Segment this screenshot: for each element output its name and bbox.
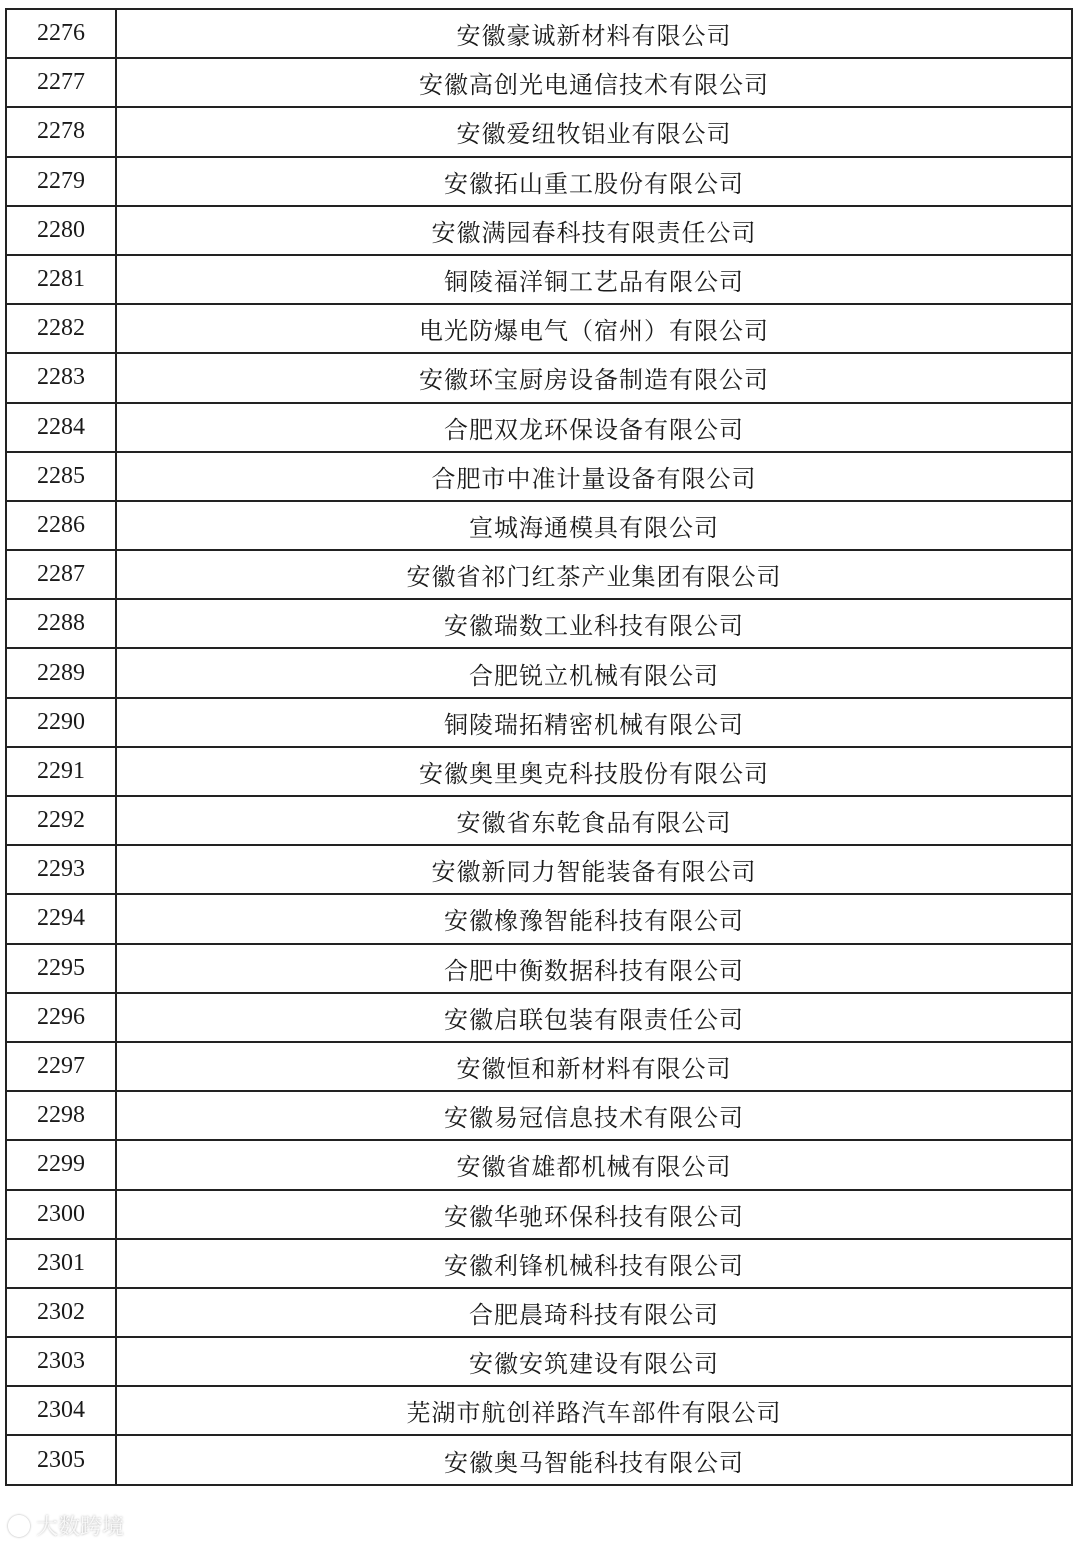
company-name: 安徽奥里奥克科技股份有限公司 [116, 747, 1072, 796]
table-row [6, 747, 1072, 796]
table-row [6, 993, 1072, 1042]
company-name: 安徽橡豫智能科技有限公司 [116, 894, 1072, 943]
row-number: 2283 [6, 353, 116, 402]
row-number: 2286 [6, 501, 116, 550]
table-row [6, 845, 1072, 894]
row-number: 2290 [6, 698, 116, 747]
row-number: 2293 [6, 845, 116, 894]
company-name: 安徽新同力智能装备有限公司 [116, 845, 1072, 894]
table-row [6, 894, 1072, 943]
table-row [6, 452, 1072, 501]
row-number: 2279 [6, 157, 116, 206]
table-row [6, 648, 1072, 697]
watermark-text: 大数跨境 [36, 1515, 125, 1540]
table-row [6, 796, 1072, 845]
row-number: 2298 [6, 1091, 116, 1140]
company-name: 安徽高创光电通信技术有限公司 [116, 58, 1072, 107]
row-number: 2280 [6, 206, 116, 255]
table-row [6, 304, 1072, 353]
company-name: 安徽瑞数工业科技有限公司 [116, 599, 1072, 648]
row-number: 2292 [6, 796, 116, 845]
company-name: 合肥锐立机械有限公司 [116, 648, 1072, 697]
company-name: 安徽环宝厨房设备制造有限公司 [116, 353, 1072, 402]
table-row [6, 1140, 1072, 1189]
company-name: 安徽易冠信息技术有限公司 [116, 1091, 1072, 1140]
watermark [8, 1510, 124, 1541]
company-name: 合肥晨琦科技有限公司 [116, 1288, 1072, 1337]
row-number: 2287 [6, 550, 116, 599]
table-row [6, 9, 1072, 58]
row-number: 2303 [6, 1337, 116, 1386]
row-number: 2288 [6, 599, 116, 648]
row-number: 2299 [6, 1140, 116, 1189]
row-number: 2305 [6, 1435, 116, 1484]
company-name: 安徽省东乾食品有限公司 [116, 796, 1072, 845]
company-name: 合肥市中准计量设备有限公司 [116, 452, 1072, 501]
company-name: 安徽省祁门红茶产业集团有限公司 [116, 550, 1072, 599]
table-body [6, 9, 1072, 1485]
table-row [6, 403, 1072, 452]
table-row [6, 550, 1072, 599]
table-row [6, 1386, 1072, 1435]
company-name: 安徽爱纽牧铝业有限公司 [116, 107, 1072, 156]
table-row [6, 1288, 1072, 1337]
company-name: 合肥双龙环保设备有限公司 [116, 403, 1072, 452]
row-number: 2294 [6, 894, 116, 943]
row-number: 2281 [6, 255, 116, 304]
table-row [6, 944, 1072, 993]
company-name: 安徽拓山重工股份有限公司 [116, 157, 1072, 206]
row-number: 2278 [6, 107, 116, 156]
watermark-logo-icon [8, 1515, 30, 1537]
company-name: 安徽恒和新材料有限公司 [116, 1042, 1072, 1091]
table-row [6, 58, 1072, 107]
table-row [6, 1190, 1072, 1239]
row-number: 2282 [6, 304, 116, 353]
company-name: 安徽奥马智能科技有限公司 [116, 1435, 1072, 1484]
company-name: 安徽利锋机械科技有限公司 [116, 1239, 1072, 1288]
row-number: 2276 [6, 9, 116, 58]
company-name: 芜湖市航创祥路汽车部件有限公司 [116, 1386, 1072, 1435]
company-name: 安徽华驰环保科技有限公司 [116, 1190, 1072, 1239]
table-row [6, 157, 1072, 206]
table-row [6, 255, 1072, 304]
table-row [6, 1239, 1072, 1288]
row-number: 2300 [6, 1190, 116, 1239]
row-number: 2277 [6, 58, 116, 107]
company-name: 安徽满园春科技有限责任公司 [116, 206, 1072, 255]
row-number: 2284 [6, 403, 116, 452]
row-number: 2301 [6, 1239, 116, 1288]
company-name: 宣城海通模具有限公司 [116, 501, 1072, 550]
company-name: 电光防爆电气（宿州）有限公司 [116, 304, 1072, 353]
table-row [6, 1091, 1072, 1140]
row-number: 2304 [6, 1386, 116, 1435]
table-row [6, 206, 1072, 255]
row-number: 2302 [6, 1288, 116, 1337]
company-name: 安徽省雄都机械有限公司 [116, 1140, 1072, 1189]
row-number: 2285 [6, 452, 116, 501]
company-name: 铜陵瑞拓精密机械有限公司 [116, 698, 1072, 747]
company-name: 铜陵福洋铜工艺品有限公司 [116, 255, 1072, 304]
company-name: 安徽安筑建设有限公司 [116, 1337, 1072, 1386]
table-row [6, 1435, 1072, 1484]
table-row [6, 1042, 1072, 1091]
table-row [6, 599, 1072, 648]
row-number: 2295 [6, 944, 116, 993]
company-name: 合肥中衡数据科技有限公司 [116, 944, 1072, 993]
table-row [6, 107, 1072, 156]
row-number: 2297 [6, 1042, 116, 1091]
company-name: 安徽豪诚新材料有限公司 [116, 9, 1072, 58]
row-number: 2296 [6, 993, 116, 1042]
table-row [6, 353, 1072, 402]
row-number: 2289 [6, 648, 116, 697]
table-row [6, 698, 1072, 747]
table-row [6, 1337, 1072, 1386]
row-number: 2291 [6, 747, 116, 796]
company-list-table [5, 8, 1073, 1486]
company-name: 安徽启联包装有限责任公司 [116, 993, 1072, 1042]
table-row [6, 501, 1072, 550]
